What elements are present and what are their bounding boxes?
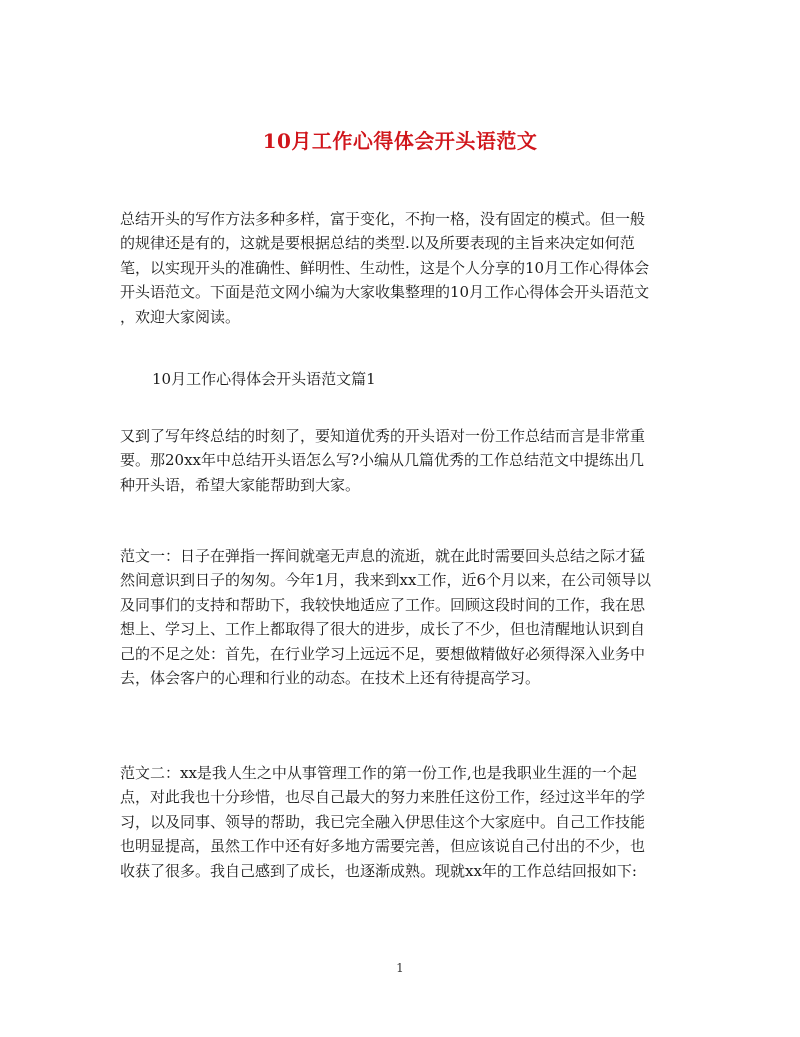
paragraph-line: 又到了写年终总结的时刻了，要知道优秀的开头语对一份工作总结而言是非常重	[120, 427, 646, 445]
paragraph-line: 要。那20xx年中总结开头语怎么写?小编从几篇优秀的工作总结范文中提练出几	[120, 451, 645, 470]
section-heading-text: 10月工作心得体会开头语范文篇1	[152, 370, 376, 388]
paragraph-line: 范文一：日子在弹指一挥间就毫无声息的流逝，就在此时需要回头总结之际才猛	[120, 547, 646, 565]
intro-line: ，欢迎大家阅读。	[120, 307, 241, 326]
paragraph-line: 习，以及同事、领导的帮助，我已完全融入伊思佳这个大家庭中。自己工作技能	[120, 812, 646, 831]
paragraph-line: 去，体会客户的心理和行业的动态。在技术上还有待提高学习。	[120, 669, 541, 688]
document-title: 10月工作心得体会开头语范文	[262, 129, 538, 154]
paragraph-opening	[120, 424, 688, 497]
paragraph-line: 范文二：xx是我人生之中从事管理工作的第一份工作,也是我职业生涯的一个起	[120, 764, 637, 782]
paragraph-example-two	[120, 761, 688, 883]
paragraph-line: 想上、学习上、工作上都取得了很大的进步，成长了不少，但也清醒地认识到自	[120, 620, 646, 639]
paragraph-line: 收获了很多。我自己感到了成长，也逐渐成熟。现就xx年的工作总结回报如下:	[120, 861, 637, 880]
intro-line: 开头语范文。下面是范文网小编为大家收集整理的10月工作心得体会开头语范文	[120, 283, 650, 302]
paragraph-line: 然间意识到日子的匆匆。今年1月，我来到xx工作，近6个月以来，在公司领导以	[120, 571, 652, 590]
intro-line: 总结开头的写作方法多种多样，富于变化，不拘一格，没有固定的模式。但一般	[120, 210, 646, 228]
intro-line: 笔，以实现开头的准确性、鲜明性、生动性，这是个人分享的10月工作心得体会	[120, 258, 650, 277]
paragraph-line: 及同事们的支持和帮助下，我较快地适应了工作。回顾这段时间的工作，我在思	[120, 595, 646, 614]
page-number: 1	[396, 961, 404, 975]
section-heading	[152, 367, 688, 391]
paragraph-example-one	[120, 544, 688, 690]
paragraph-line: 点，对此我也十分珍惜，也尽自己最大的努力来胜任这份工作，经过这半年的学	[120, 788, 646, 807]
intro-paragraph	[120, 207, 688, 329]
intro-line: 的规律还是有的，这就是要根据总结的类型.以及所要表现的主旨来决定如何范	[120, 234, 635, 253]
paragraph-line: 种开头语，希望大家能帮助到大家。	[120, 475, 361, 494]
paragraph-line: 也明显提高，虽然工作中还有好多地方需要完善，但应该说自己付出的不少，也	[120, 837, 646, 856]
paragraph-line: 己的不足之处：首先，在行业学习上远远不足，要想做精做好必须得深入业务中	[120, 644, 646, 663]
